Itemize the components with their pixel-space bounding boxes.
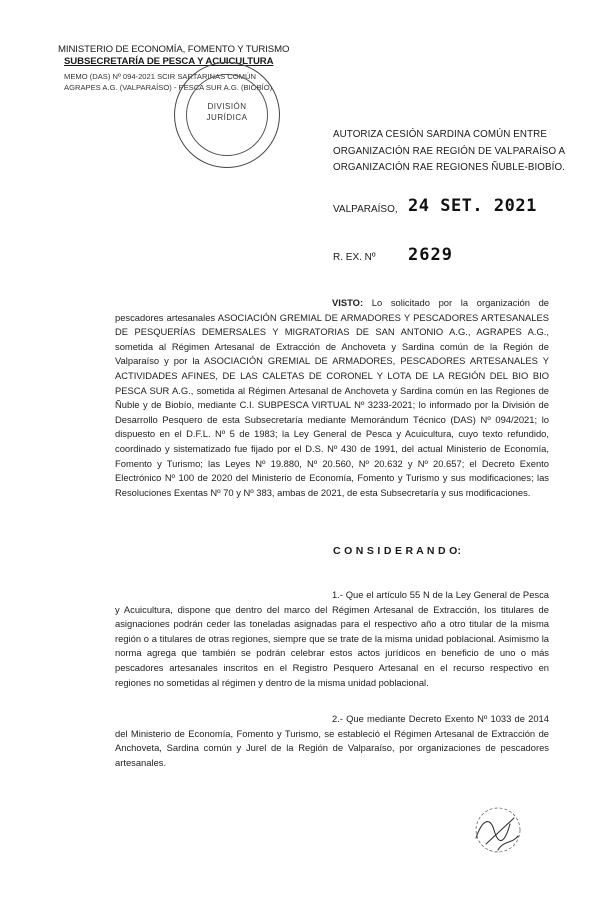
considerando-heading: C O N S I D E R A N D O: (333, 545, 462, 557)
place-label: VALPARAÍSO, (333, 204, 398, 215)
visto-label: VISTO: (332, 297, 364, 308)
seal-text-line1: DIVISIÓN (207, 102, 247, 111)
title-line3: ORGANIZACIÓN RAE REGIONES ÑUBLE-BIOBÍO. (333, 162, 565, 173)
memo-reference-line2: AGRAPES A.G. (VALPARAÍSO) - PESCA SUR A.G. (BIOBÍO) (64, 83, 273, 92)
legal-division-seal (174, 62, 280, 168)
considerando-item-1: 1.- Que el artículo 55 N de la Ley General de Pesca y Acuicultura, dispone que dentro del marco del Régimen Artesanal de Extracción, los titulares de asignaciones podrán ceder las toneladas asignadas para el respectivo año a otro titular de la misma región o a titulares de otras regiones, siempre que se trate de la misma unidad poblacional. Asimismo la norma agrega que también se podrán celebrar estos actos jurídicos en beneficio de uno o más pescadores artesanales inscritos en el Registro Pesquero Artesanal en el recurso respectivo en regiones no sometidas al régimen y dentro de la misma unidad poblacional. (115, 589, 549, 688)
ministry-name: MINISTERIO DE ECONOMÍA, FOMENTO Y TURISMO (58, 44, 290, 55)
seal-text-line2: JURÍDICA (206, 113, 248, 122)
resolution-title (333, 127, 565, 177)
visto-text: Lo solicitado por la organización de pescadores artesanales ASOCIACIÓN GREMIAL DE ARMADORES Y PESCADORES ARTESANALES DE PESQUERÍAS DEMERSALES Y MIGRATORIAS DE SAN ANTONIO A.G., AGRAPES A.G., sometida al Régimen Artesanal de Extracción de Anchoveta y Sardina común de la Región de Valparaíso y por la ASOCIACIÓN GREMIAL DE ARMADORES, PESCADORES ARTESANALES Y ACTIVIDADES AFINES, DE LAS CALETAS DE CORONEL Y LOTA DE LA REGIÓN DEL BIO BIO PESCA SUR A.G., sometida al Régimen Artesanal de Anchoveta y Sardina común en las Regiones de Ñuble y de Biobío, mediante C.I. SUBPESCA VIRTUAL Nº 3233-2021; lo informado por la División de Desarrollo Pesquero de esta Subsecretaría mediante Memorándum Técnico (DAS) Nº 094/2021; lo dispuesto en el D.F.L. Nº 5 de 1983; la Ley General de Pesca y Acuicultura, cuyo texto refundido, coordinado y sistematizado fue fijado por el D.S. Nº 430 de 1991, del actual Ministerio de Economía, Fomento y Turismo; las Leyes Nº 19.880, Nº 20.560, Nº 20.632 y Nº 20.657; el Decreto Exento Electrónico Nº 100 de 2020 del Ministerio de Economía, Fomento y Turismo y sus modificaciones; las Resoluciones Exentas Nº 70 y Nº 383, ambas de 2021, de esta Subsecretaría y sus modificaciones. (115, 297, 549, 498)
subsecretaria-name: SUBSECRETARÍA DE PESCA Y ACUICULTURA (64, 56, 274, 67)
resolution-number: 2629 (408, 245, 453, 265)
resolution-label: R. EX. Nº (333, 252, 376, 263)
visto-paragraph (115, 296, 549, 500)
date-stamp: 24 SET. 2021 (408, 196, 537, 216)
title-line1: AUTORIZA CESIÓN SARDINA COMÚN ENTRE (333, 129, 547, 140)
seal-text (175, 101, 279, 123)
memo-reference-line1: MEMO (DAS) Nº 094-2021 SCIR SARTARINAS COMÚN (64, 72, 256, 81)
title-line2: ORGANIZACIÓN RAE REGIÓN DE VALPARAÍSO A (333, 145, 566, 157)
initials-signature-mark (468, 800, 528, 860)
considerando-item-2: 2.- Que mediante Decreto Exento Nº 1033 de 2014 del Ministerio de Economía, Fomento y Turismo, se estableció el Régimen Artesanal de Extracción de Anchoveta, Sardina común y Jurel de la Región de Valparaíso, por organizaciones de pescadores artesanales. (115, 713, 549, 768)
